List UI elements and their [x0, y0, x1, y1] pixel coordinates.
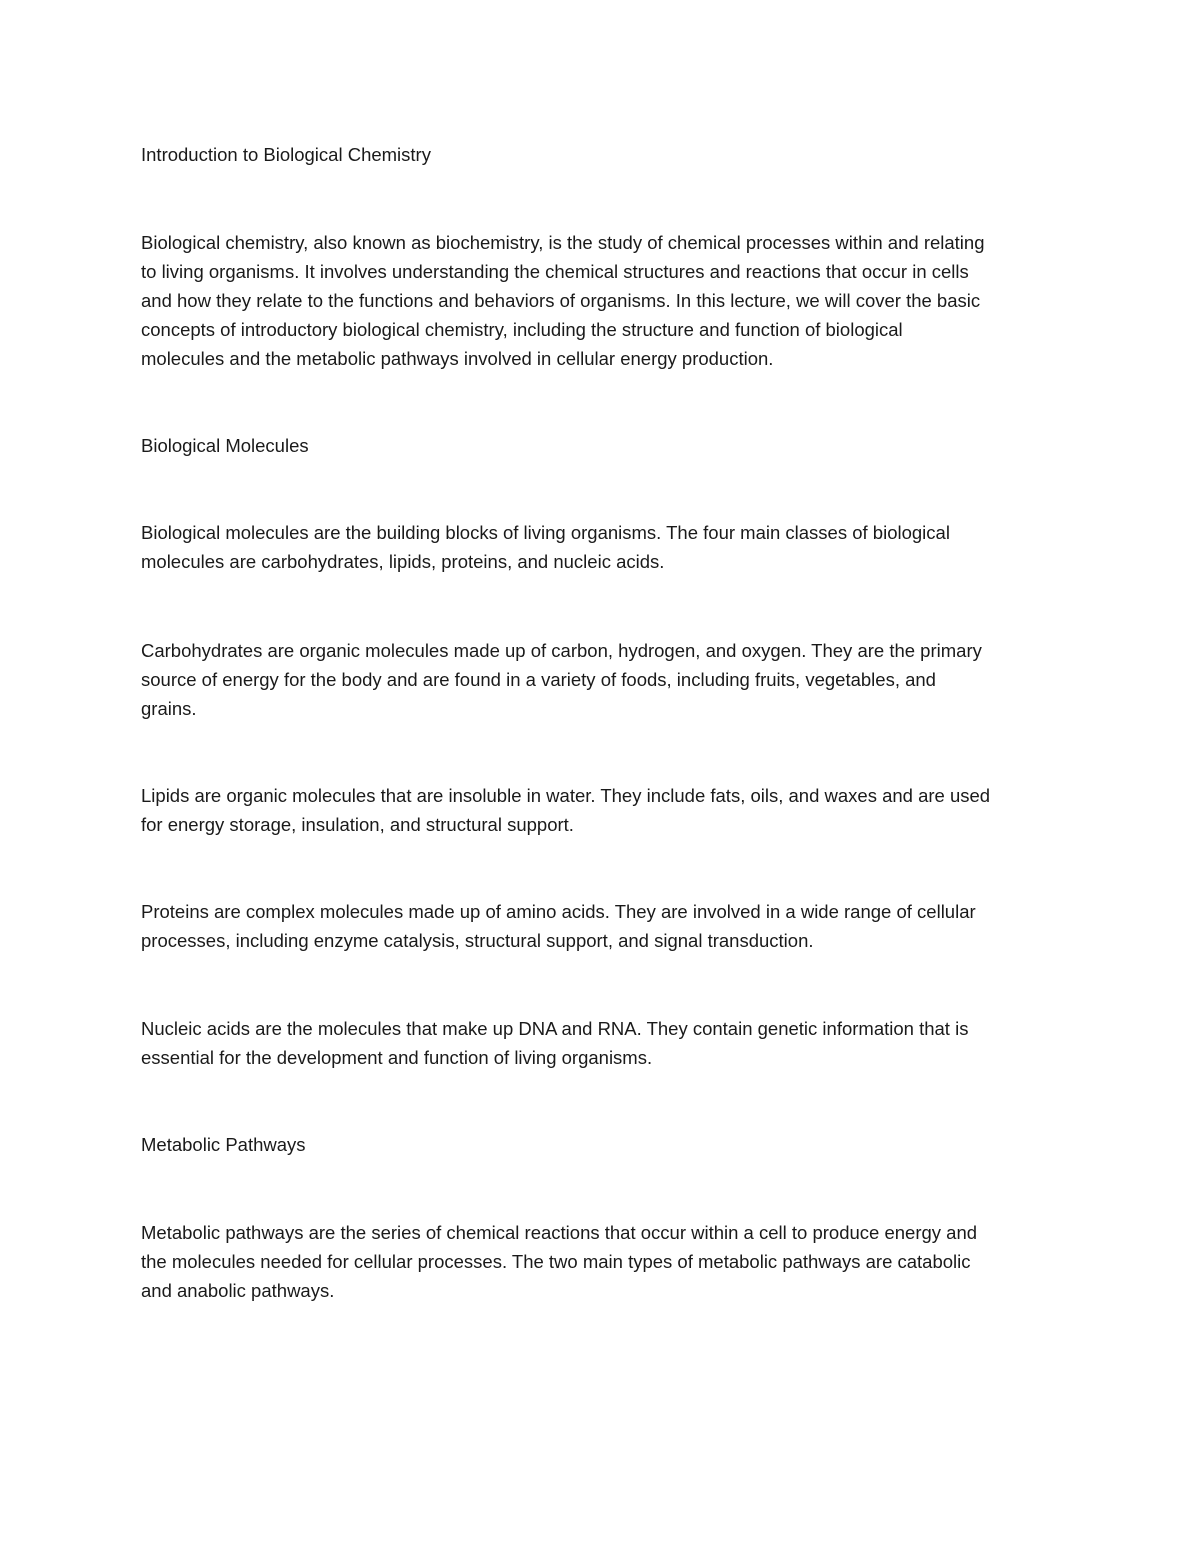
- text-line: the molecules needed for cellular processes. The two main types of metabolic pathways are catabolic: [141, 1251, 971, 1272]
- text-line: Metabolic pathways are the series of chemical reactions that occur within a cell to produce energy and: [141, 1222, 978, 1243]
- text-line: Biological chemistry, also known as biochemistry, is the study of chemical processes within and relating: [141, 232, 985, 253]
- text-line: and how they relate to the functions and behaviors of organisms. In this lecture, we will cover the basic: [141, 290, 981, 311]
- text-line: molecules and the metabolic pathways involved in cellular energy production.: [141, 348, 774, 369]
- intro-paragraph: [141, 228, 985, 373]
- text-line: Nucleic acids are the molecules that make up DNA and RNA. They contain genetic information that is: [141, 1018, 969, 1039]
- text-line: Biological molecules are the building blocks of living organisms. The four main classes of biological: [141, 522, 950, 543]
- pathways-paragraph: [141, 1218, 977, 1305]
- proteins-paragraph: [141, 897, 976, 955]
- text-line: essential for the development and function of living organisms.: [141, 1047, 653, 1068]
- heading-metabolic-pathways: Metabolic Pathways: [141, 1134, 306, 1155]
- heading-biological-molecules: Biological Molecules: [141, 435, 309, 456]
- lipids-paragraph: [141, 781, 990, 839]
- text-line: processes, including enzyme catalysis, structural support, and signal transduction.: [141, 930, 814, 951]
- text-line: Carbohydrates are organic molecules made up of carbon, hydrogen, and oxygen. They are the primary: [141, 640, 982, 661]
- text-line: source of energy for the body and are found in a variety of foods, including fruits, vegetables, and: [141, 669, 936, 690]
- molecules-intro-paragraph: [141, 518, 950, 576]
- text-line: Proteins are complex molecules made up of amino acids. They are involved in a wide range of cellular: [141, 901, 976, 922]
- text-line: Lipids are organic molecules that are insoluble in water. They include fats, oils, and waxes and are used: [141, 785, 991, 806]
- text-line: and anabolic pathways.: [141, 1280, 335, 1301]
- text-line: molecules are carbohydrates, lipids, proteins, and nucleic acids.: [141, 551, 665, 572]
- text-line: for energy storage, insulation, and structural support.: [141, 814, 574, 835]
- text-line: to living organisms. It involves understanding the chemical structures and reactions that occur in cells: [141, 261, 969, 282]
- text-line: grains.: [141, 698, 197, 719]
- carbohydrates-paragraph: [141, 636, 982, 723]
- text-line: concepts of introductory biological chemistry, including the structure and function of biological: [141, 319, 903, 340]
- nucleic-acids-paragraph: [141, 1014, 968, 1072]
- document-title: Introduction to Biological Chemistry: [141, 144, 431, 165]
